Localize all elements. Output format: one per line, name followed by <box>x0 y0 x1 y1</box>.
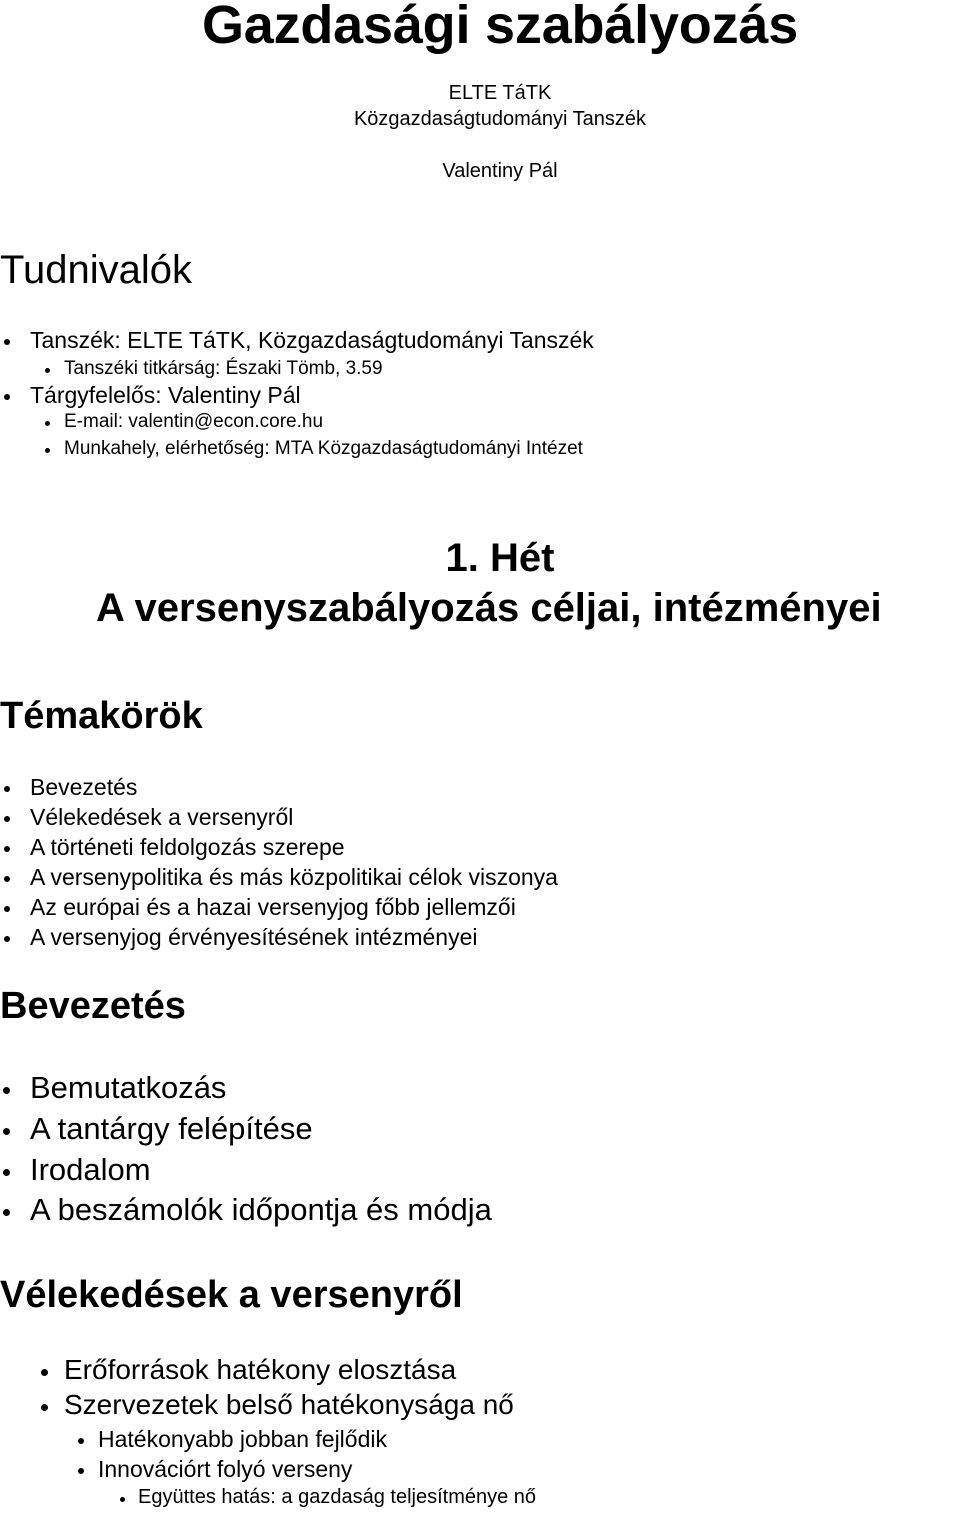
list-item: Szervezetek belső hatékonysága nő <box>64 1389 514 1420</box>
document-title: Gazdasági szabályozás <box>201 0 799 55</box>
list-item: A tantárgy felépítése <box>30 1111 313 1146</box>
list-item: E-mail: valentin@econ.core.hu <box>64 411 324 432</box>
list-item: Vélekedések a versenyről <box>30 804 294 830</box>
list-item: Erőforrások hatékony elosztása <box>64 1354 457 1385</box>
list-item: Irodalom <box>30 1152 151 1187</box>
velekedesek-heading: Vélekedések a versenyről <box>0 1274 463 1316</box>
list-item: Hatékonyabb jobban fejlődik <box>98 1426 387 1452</box>
list-item: Tanszéki titkárság: Északi Tömb, 3.59 <box>64 358 383 379</box>
list-item: Innovációrt folyó verseny <box>98 1456 353 1482</box>
list-item: A versenyjog érvényesítésének intézményei <box>30 924 478 950</box>
temakorok-heading: Témakörök <box>0 695 203 737</box>
list-item: Tanszék: ELTE TáTK, Közgazdaságtudományi Tanszék <box>30 327 594 353</box>
week-title: A versenyszabályozás céljai, intézményei <box>96 586 882 630</box>
bevezetes-heading: Bevezetés <box>0 985 186 1027</box>
list-item: A történeti feldolgozás szerepe <box>30 834 345 860</box>
author-name: Valentiny Pál <box>442 160 558 182</box>
list-item: Együttes hatás: a gazdaság teljesítménye nő <box>138 1486 537 1508</box>
list-item: Munkahely, elérhetőség: MTA Közgazdaságtudományi Intézet <box>64 438 583 459</box>
department-name: Közgazdaságtudományi Tanszék <box>353 108 647 130</box>
institution-name: ELTE TáTK <box>448 82 552 104</box>
list-item: Bevezetés <box>30 774 138 800</box>
week-number: 1. Hét <box>445 536 555 580</box>
tudnivalok-heading: Tudnivalók <box>0 248 192 292</box>
list-item: Tárgyfelelős: Valentiny Pál <box>30 382 301 408</box>
list-item: A beszámolók időpontja és módja <box>30 1192 492 1227</box>
list-item: Bemutatkozás <box>30 1070 227 1105</box>
list-item: Az európai és a hazai versenyjog főbb jellemzői <box>30 894 516 920</box>
list-item: A versenypolitika és más közpolitikai célok viszonya <box>30 864 558 890</box>
